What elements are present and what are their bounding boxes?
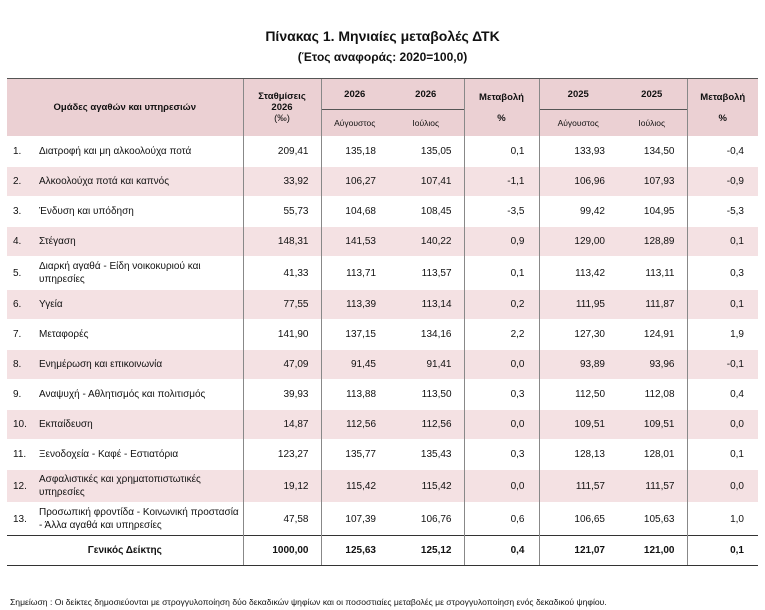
change-2026: 0,1	[464, 137, 539, 167]
index-aug-2026: 104,68	[321, 197, 388, 227]
index-jul-2025: 93,96	[617, 350, 687, 380]
table-row	[7, 350, 758, 380]
row-index: 2.	[13, 176, 22, 187]
weights-header: Σταθμίσεις 2026 (‰)	[243, 79, 321, 137]
index-aug-2026: 135,77	[321, 440, 388, 470]
weight-cell: 141,90	[243, 320, 321, 350]
index-jul-2026: 112,56	[388, 410, 464, 440]
group-name: Αναψυχή - Αθλητισμός και πολιτισμός	[39, 389, 206, 400]
index-jul-2025: 128,01	[617, 440, 687, 470]
change-2025: 0,0	[687, 470, 758, 503]
row-index: 11.	[13, 449, 27, 460]
group-cell	[7, 137, 243, 167]
row-index: 1.	[13, 146, 22, 157]
index-jul-2026: 135,43	[388, 440, 464, 470]
index-aug-2026: 135,18	[321, 137, 388, 167]
index-aug-2026: 115,42	[321, 470, 388, 503]
group-name: Αλκοολούχα ποτά και καπνός	[39, 176, 170, 187]
index-jul-2025: 128,89	[617, 227, 687, 257]
table-subtitle: (Έτος αναφοράς: 2020=100,0)	[297, 50, 468, 64]
index-aug-2026: 113,39	[321, 290, 388, 320]
change-2025: -0,4	[687, 137, 758, 167]
index-jul-2026: 134,16	[388, 320, 464, 350]
index-jul-2026: 106,76	[388, 503, 464, 536]
index-jul-2025: 111,87	[617, 290, 687, 320]
change-2026: 0,9	[464, 227, 539, 257]
weight-cell: 33,92	[243, 167, 321, 197]
change-2026: -3,5	[464, 197, 539, 227]
row-index: 7.	[13, 329, 22, 340]
year-header-b: 2026	[388, 79, 464, 110]
group-cell	[7, 290, 243, 320]
index-jul-2025: 107,93	[617, 167, 687, 197]
row-index: 4.	[13, 236, 22, 247]
group-cell	[7, 503, 243, 536]
weight-cell: 55,73	[243, 197, 321, 227]
group-cell	[7, 350, 243, 380]
table-row	[7, 197, 758, 227]
group-name: Ενημέρωση και επικοινωνία	[39, 359, 163, 370]
year-header-d: 2025	[617, 79, 687, 110]
table-row	[7, 167, 758, 197]
row-index: 12.	[13, 480, 27, 492]
row-index: 10.	[13, 419, 27, 430]
month-header-c: Αύγουστος	[539, 110, 617, 137]
index-aug-2025: 106,96	[539, 167, 617, 197]
index-jul-2025: 112,08	[617, 380, 687, 410]
change-2026: -1,1	[464, 167, 539, 197]
group-name: Ξενοδοχεία - Καφέ - Εστιατόρια	[39, 449, 179, 460]
group-cell	[7, 167, 243, 197]
change-2025: -0,9	[687, 167, 758, 197]
change-header-1: Μεταβολή %	[464, 79, 539, 137]
index-aug-2025: 128,13	[539, 440, 617, 470]
weight-cell: 209,41	[243, 137, 321, 167]
index-aug-2025: 106,65	[539, 503, 617, 536]
year-header-c: 2025	[539, 79, 617, 110]
index-jul-2026: 108,45	[388, 197, 464, 227]
total-jul-2025: 121,00	[617, 536, 687, 566]
weight-cell: 19,12	[243, 470, 321, 503]
index-jul-2026: 115,42	[388, 470, 464, 503]
change-2026: 0,0	[464, 470, 539, 503]
change-2025: -0,1	[687, 350, 758, 380]
group-name: Εκπαίδευση	[39, 419, 93, 430]
month-header-d: Ιούλιος	[617, 110, 687, 137]
weight-cell: 47,09	[243, 350, 321, 380]
group-cell	[7, 470, 243, 503]
row-index: 5.	[13, 267, 22, 279]
total-jul-2026: 125,12	[388, 536, 464, 566]
group-name: Ένδυση και υπόδηση	[39, 206, 134, 217]
total-aug-2025: 121,07	[539, 536, 617, 566]
index-aug-2026: 106,27	[321, 167, 388, 197]
index-aug-2026: 113,88	[321, 380, 388, 410]
change-2026: 0,3	[464, 440, 539, 470]
change-2026: 0,3	[464, 380, 539, 410]
group-name: Στέγαση	[39, 236, 76, 247]
group-name: Προσωπική φροντίδα - Κοινωνική προστασία - Άλλα αγαθά και υπηρεσίες	[39, 507, 239, 531]
group-cell	[7, 380, 243, 410]
weight-cell: 14,87	[243, 410, 321, 440]
index-aug-2026: 141,53	[321, 227, 388, 257]
row-index: 3.	[13, 206, 22, 217]
group-cell	[7, 227, 243, 257]
change-2025: 0,1	[687, 227, 758, 257]
index-aug-2026: 91,45	[321, 350, 388, 380]
footnote: Σημείωση : Οι δείκτες δημοσιεύονται με στρογγυλοποίηση δύο δεκαδικών ψηφίων και οι ποσοστιαίες μεταβολές με στρογγυλοποίηση ενός δεκαδικού ψηφίου.	[10, 597, 607, 607]
weight-cell: 47,58	[243, 503, 321, 536]
change-header-2: Μεταβολή %	[687, 79, 758, 137]
row-index: 13.	[13, 513, 27, 525]
total-weight: 1000,00	[243, 536, 321, 566]
index-jul-2026: 135,05	[388, 137, 464, 167]
index-aug-2025: 111,95	[539, 290, 617, 320]
index-aug-2025: 109,51	[539, 410, 617, 440]
table-row	[7, 227, 758, 257]
year-header-a: 2026	[321, 79, 388, 110]
group-cell	[7, 410, 243, 440]
weight-cell: 39,93	[243, 380, 321, 410]
index-jul-2025: 113,11	[617, 257, 687, 290]
total-change-2026: 0,4	[464, 536, 539, 566]
group-name: Διαρκή αγαθά - Είδη νοικοκυριού και υπηρεσίες	[39, 261, 201, 285]
group-name: Μεταφορές	[39, 329, 89, 340]
table-row	[7, 470, 758, 503]
table-row	[7, 440, 758, 470]
group-name: Ασφαλιστικές και χρηματοπιστωτικές υπηρεσίες	[39, 474, 201, 498]
weight-cell: 148,31	[243, 227, 321, 257]
index-aug-2025: 133,93	[539, 137, 617, 167]
index-jul-2025: 105,63	[617, 503, 687, 536]
group-cell	[7, 440, 243, 470]
index-aug-2025: 127,30	[539, 320, 617, 350]
index-jul-2026: 140,22	[388, 227, 464, 257]
index-aug-2026: 112,56	[321, 410, 388, 440]
index-aug-2025: 93,89	[539, 350, 617, 380]
total-row	[7, 536, 758, 566]
index-jul-2025: 124,91	[617, 320, 687, 350]
cpi-table	[7, 78, 758, 566]
weight-cell: 123,27	[243, 440, 321, 470]
change-2025: 0,3	[687, 257, 758, 290]
index-aug-2025: 113,42	[539, 257, 617, 290]
index-aug-2025: 99,42	[539, 197, 617, 227]
group-cell	[7, 257, 243, 290]
table-row	[7, 257, 758, 290]
index-jul-2025: 104,95	[617, 197, 687, 227]
index-aug-2026: 137,15	[321, 320, 388, 350]
weight-cell: 77,55	[243, 290, 321, 320]
row-index: 6.	[13, 299, 22, 310]
table-row	[7, 290, 758, 320]
change-2026: 0,6	[464, 503, 539, 536]
index-jul-2026: 113,14	[388, 290, 464, 320]
change-2026: 0,2	[464, 290, 539, 320]
table-title: Πίνακας 1. Μηνιαίες μεταβολές ΔΤΚ	[265, 28, 500, 44]
group-name: Υγεία	[39, 299, 63, 310]
change-2025: 0,1	[687, 290, 758, 320]
group-cell	[7, 320, 243, 350]
row-index: 8.	[13, 359, 22, 370]
index-aug-2025: 112,50	[539, 380, 617, 410]
index-jul-2025: 109,51	[617, 410, 687, 440]
index-aug-2025: 129,00	[539, 227, 617, 257]
change-2025: 1,9	[687, 320, 758, 350]
table-row	[7, 380, 758, 410]
total-aug-2026: 125,63	[321, 536, 388, 566]
table-row	[7, 503, 758, 536]
change-2026: 0,0	[464, 410, 539, 440]
row-index: 9.	[13, 389, 22, 400]
index-jul-2026: 113,50	[388, 380, 464, 410]
group-cell	[7, 197, 243, 227]
index-aug-2026: 113,71	[321, 257, 388, 290]
total-change-2025: 0,1	[687, 536, 758, 566]
change-2025: 0,1	[687, 440, 758, 470]
index-jul-2025: 111,57	[617, 470, 687, 503]
change-2025: 0,0	[687, 410, 758, 440]
group-header: Ομάδες αγαθών και υπηρεσιών	[7, 79, 243, 137]
month-header-b: Ιούλιος	[388, 110, 464, 137]
total-label: Γενικός Δείκτης	[7, 536, 243, 566]
group-name: Διατροφή και μη αλκοολούχα ποτά	[39, 146, 192, 157]
weight-cell: 41,33	[243, 257, 321, 290]
change-2025: 0,4	[687, 380, 758, 410]
index-aug-2025: 111,57	[539, 470, 617, 503]
index-jul-2026: 107,41	[388, 167, 464, 197]
month-header-a: Αύγουστος	[321, 110, 388, 137]
change-2026: 2,2	[464, 320, 539, 350]
change-2025: 1,0	[687, 503, 758, 536]
table-row	[7, 320, 758, 350]
index-jul-2026: 91,41	[388, 350, 464, 380]
change-2025: -5,3	[687, 197, 758, 227]
index-aug-2026: 107,39	[321, 503, 388, 536]
table-row	[7, 137, 758, 167]
index-jul-2026: 113,57	[388, 257, 464, 290]
change-2026: 0,1	[464, 257, 539, 290]
change-2026: 0,0	[464, 350, 539, 380]
index-jul-2025: 134,50	[617, 137, 687, 167]
table-row	[7, 410, 758, 440]
